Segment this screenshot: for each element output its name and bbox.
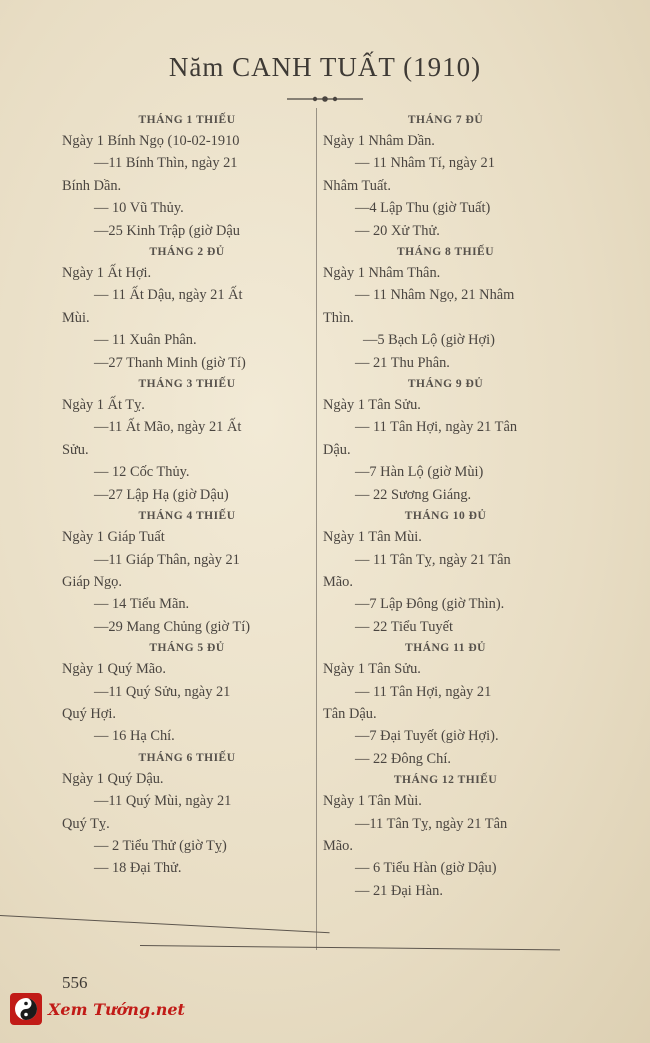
calendar-line: —27 Thanh Minh (giờ Tí): [94, 354, 246, 371]
calendar-line: — 11 Tân Hợi, ngày 21: [355, 683, 492, 700]
calendar-line: — 18 Đại Thử.: [94, 860, 182, 877]
calendar-line: — 6 Tiểu Hàn (giờ Dậu): [355, 860, 497, 877]
calendar-line: —29 Mang Chủng (giờ Tí): [94, 618, 251, 635]
calendar-line: —7 Đại Tuyết (giờ Hợi).: [355, 728, 499, 745]
page-number: 556: [62, 973, 88, 992]
calendar-line: —11 Quý Sửu, ngày 21: [94, 683, 231, 700]
month-heading: THÁNG 3 THIẾU: [138, 378, 236, 391]
calendar-line: — 14 Tiểu Mãn.: [94, 596, 190, 613]
calendar-line: Mão.: [323, 573, 353, 590]
month-heading: THÁNG 6 THIẾU: [138, 751, 236, 764]
calendar-line: Ngày 1 Tân Sửu.: [323, 661, 421, 678]
calendar-line: —7 Lập Đông (giờ Thìn).: [355, 596, 505, 613]
calendar-line: — 22 Đông Chí.: [355, 750, 451, 767]
month-heading: THÁNG 5 ĐỦ: [149, 642, 225, 655]
left-column: [62, 110, 312, 880]
scan-line: [0, 915, 330, 933]
calendar-line: — 11 Ất Dậu, ngày 21 Ất: [94, 287, 243, 304]
calendar-line: — 20 Xử Thử.: [355, 222, 440, 239]
calendar-line: —27 Lập Hạ (giờ Dậu): [94, 486, 229, 503]
right-column: [323, 110, 568, 902]
calendar-line: —11 Giáp Thân, ngày 21: [94, 551, 240, 568]
calendar-line: —4 Lập Thu (giờ Tuất): [355, 200, 491, 217]
calendar-line: Ngày 1 Ất Tỵ.: [62, 397, 145, 414]
calendar-line: Quý Tỵ.: [62, 815, 110, 832]
calendar-line: — 11 Nhâm Ngọ, 21 Nhâm: [355, 287, 515, 304]
calendar-line: Tân Dậu.: [323, 705, 377, 722]
month-heading: THÁNG 9 ĐỦ: [407, 378, 484, 391]
calendar-line: Ngày 1 Nhâm Dần.: [323, 133, 435, 149]
calendar-line: —11 Tân Tỵ, ngày 21 Tân: [355, 815, 508, 832]
calendar-line: — 11 Nhâm Tí, ngày 21: [355, 155, 495, 172]
calendar-line: Giáp Ngọ.: [62, 573, 122, 590]
calendar-line: — 16 Hạ Chí.: [94, 728, 175, 745]
month-heading: THÁNG 11 ĐỦ: [405, 642, 486, 655]
calendar-line: Nhâm Tuất.: [323, 177, 391, 194]
calendar-line: — 11 Xuân Phân.: [94, 332, 197, 349]
calendar-line: Mùi.: [62, 309, 90, 326]
watermark-text: Xem Tướng.net: [48, 999, 185, 1019]
calendar-line: Ngày 1 Ất Hợi.: [62, 265, 152, 282]
calendar-line: — 2 Tiểu Thử (giờ Tỵ): [94, 837, 227, 854]
calendar-line: Sửu.: [62, 441, 89, 458]
calendar-line: —11 Ất Mão, ngày 21 Ất: [94, 419, 242, 436]
calendar-line: Ngày 1 Nhâm Thân.: [323, 265, 441, 282]
calendar-line: Mão.: [323, 837, 353, 854]
calendar-line: — 11 Tân Hợi, ngày 21 Tân: [355, 419, 518, 436]
scan-line: [140, 945, 560, 950]
calendar-line: Ngày 1 Tân Mùi.: [323, 793, 422, 810]
calendar-line: — 21 Đại Hàn.: [355, 882, 443, 899]
watermark: [10, 992, 185, 1026]
calendar-line: Thìn.: [323, 309, 354, 326]
month-heading: THÁNG 12 THIẾU: [393, 774, 498, 787]
month-heading: THÁNG 7 ĐỦ: [407, 114, 484, 126]
calendar-line: — 22 Sương Giáng.: [355, 486, 472, 503]
calendar-line: —25 Kinh Trập (giờ Dậu: [94, 222, 240, 239]
calendar-line: — 11 Tân Tỵ, ngày 21 Tân: [355, 551, 511, 568]
calendar-line: Ngày 1 Bính Ngọ (10-02-1910: [62, 133, 240, 149]
calendar-line: Ngày 1 Tân Sửu.: [323, 397, 421, 414]
month-heading: THÁNG 8 THIẾU: [396, 246, 495, 259]
calendar-line: — 21 Thu Phân.: [355, 354, 450, 371]
calendar-line: —11 Quý Mùi, ngày 21: [94, 793, 232, 810]
calendar-line: — 22 Tiểu Tuyết: [355, 618, 453, 635]
month-heading: THÁNG 2 ĐỦ: [149, 246, 225, 259]
month-heading: THÁNG 10 ĐỦ: [404, 510, 487, 523]
month-heading: THÁNG 4 THIẾU: [138, 510, 236, 523]
title-ornament: [285, 94, 365, 104]
calendar-line: — 10 Vũ Thủy.: [94, 200, 184, 217]
calendar-line: —5 Bạch Lộ (giờ Hợi): [363, 332, 495, 349]
calendar-line: Ngày 1 Quý Mão.: [62, 661, 166, 678]
calendar-line: Ngày 1 Tân Mùi.: [323, 529, 422, 546]
calendar-line: Quý Hợi.: [62, 705, 116, 722]
column-divider: [316, 108, 317, 950]
calendar-line: — 12 Cốc Thủy.: [94, 464, 190, 481]
month-heading: THÁNG 1 THIẾU: [138, 114, 236, 126]
calendar-line: Bính Dần.: [62, 177, 122, 194]
calendar-line: Dậu.: [323, 441, 351, 458]
calendar-line: Ngày 1 Quý Dậu.: [62, 770, 164, 787]
calendar-line: —7 Hàn Lộ (giờ Mùi): [355, 464, 484, 481]
calendar-line: —11 Bính Thìn, ngày 21: [94, 155, 238, 172]
yin-yang-icon: [10, 993, 42, 1025]
calendar-line: Ngày 1 Giáp Tuất: [62, 529, 165, 546]
page-title: Năm CANH TUẤT (1910): [168, 52, 482, 82]
